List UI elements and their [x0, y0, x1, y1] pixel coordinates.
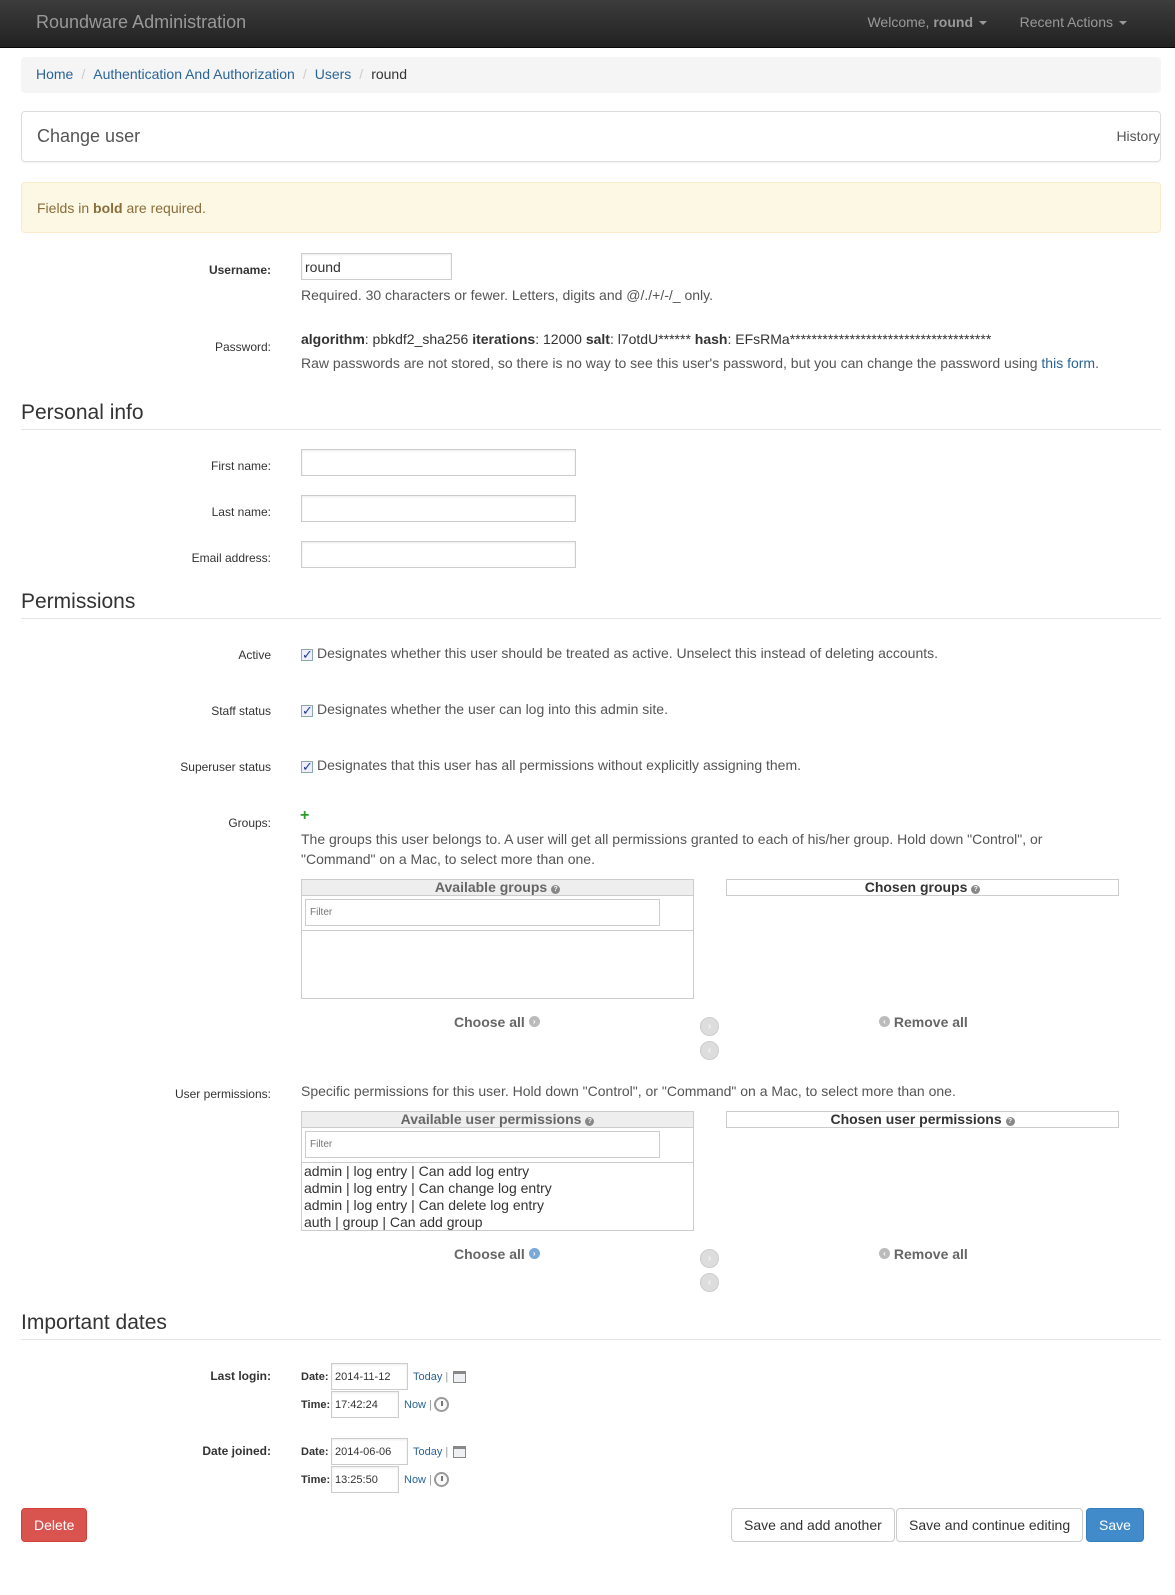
available-permissions-filter[interactable] — [305, 1131, 660, 1158]
available-permissions-box — [301, 1111, 694, 1230]
available-groups-list[interactable] — [301, 930, 694, 999]
groups-label: Groups: — [228, 816, 271, 830]
last-login-date-label: Date: — [301, 1371, 329, 1383]
permissions-remove-all[interactable]: ‹ Remove all — [879, 1246, 968, 1262]
list-item[interactable]: admin | log entry | Can change log entry — [304, 1180, 552, 1196]
save-continue-button[interactable]: Save and continue editing — [896, 1508, 1083, 1542]
help-icon[interactable]: ? — [1006, 1117, 1015, 1126]
last-login-today: Today | — [413, 1371, 449, 1383]
welcome-username: round — [933, 14, 973, 30]
date-joined-today: Today | — [413, 1446, 449, 1458]
history-link[interactable]: History — [1116, 128, 1160, 144]
important-dates-heading: Important dates — [21, 1311, 1161, 1340]
last-name-label: Last name: — [211, 505, 271, 519]
clock-icon[interactable] — [434, 1472, 449, 1487]
permissions-choose-all[interactable]: Choose all › — [454, 1246, 540, 1262]
delete-button[interactable]: Delete — [21, 1508, 87, 1542]
chosen-permissions-box — [726, 1111, 1119, 1231]
site-brand[interactable]: Roundware Administration — [36, 12, 247, 32]
required-fields-alert: Fields in bold are required. — [21, 182, 1161, 233]
email-input[interactable] — [301, 541, 576, 568]
chevron-down-icon — [1119, 21, 1127, 25]
clock-icon[interactable] — [434, 1397, 449, 1412]
today-link[interactable]: Today — [413, 1446, 443, 1458]
superuser-status-row — [301, 757, 801, 773]
breadcrumb-auth[interactable]: Authentication And Authorization — [93, 66, 295, 82]
calendar-icon[interactable] — [453, 1371, 466, 1383]
date-joined-date-label: Date: — [301, 1446, 329, 1458]
calendar-icon[interactable] — [453, 1446, 466, 1458]
available-groups-header: Available groups ? — [302, 880, 693, 896]
groups-add-button[interactable]: › — [700, 1017, 719, 1036]
superuser-status-checkbox[interactable]: ✓ — [302, 759, 313, 774]
chosen-groups-list[interactable] — [726, 896, 1119, 1000]
password-help: Raw passwords are not stored, so there is no way to see this user's password, but you can change the password using this form. — [301, 355, 1099, 371]
first-name-label: First name: — [210, 459, 271, 473]
groups-help-line1: The groups this user belongs to. A user will get all permissions granted to each of his/her group. Hold down "Control", or — [301, 831, 1043, 847]
breadcrumb-home[interactable]: Home — [36, 66, 74, 82]
password-label: Password: — [214, 340, 271, 354]
last-name-input[interactable] — [301, 495, 576, 522]
active-row — [301, 645, 938, 661]
email-label: Email address: — [191, 551, 271, 565]
chosen-permissions-list[interactable] — [726, 1128, 1119, 1232]
now-link[interactable]: Now — [404, 1474, 427, 1486]
last-login-now: Now | — [404, 1399, 432, 1411]
permissions-heading: Permissions — [21, 590, 1161, 619]
available-groups-filter[interactable] — [305, 899, 660, 926]
staff-status-row — [301, 701, 668, 717]
arrow-left-icon: ‹ — [879, 1248, 890, 1259]
staff-status-checkbox[interactable]: ✓ — [302, 703, 313, 718]
first-name-input[interactable] — [301, 449, 576, 476]
superuser-status-label: Superuser status — [180, 760, 271, 774]
arrow-right-icon: › — [529, 1248, 540, 1259]
date-joined-now: Now | — [404, 1474, 432, 1486]
permissions-add-button[interactable]: › — [700, 1249, 719, 1268]
help-icon[interactable]: ? — [971, 885, 980, 894]
top-navbar — [0, 0, 1175, 48]
last-login-time-input[interactable] — [331, 1391, 399, 1418]
last-login-label: Last login: — [210, 1369, 271, 1383]
permissions-remove-button[interactable]: ‹ — [700, 1273, 719, 1292]
date-joined-time-input[interactable] — [331, 1466, 399, 1493]
groups-remove-all[interactable]: ‹ Remove all — [879, 1014, 968, 1030]
breadcrumb: Home / Authentication And Authorization / Users / round — [21, 57, 1161, 93]
arrow-right-icon: › — [529, 1016, 540, 1027]
page-header-panel — [21, 111, 1161, 162]
personal-info-heading: Personal info — [21, 401, 1161, 430]
list-item[interactable]: auth | group | Can add group — [304, 1214, 483, 1230]
active-help: Designates whether this user should be treated as active. Unselect this instead of deleting accounts. — [317, 645, 939, 661]
staff-status-help: Designates whether the user can log into this admin site. — [317, 701, 668, 717]
breadcrumb-users[interactable]: Users — [314, 66, 352, 82]
available-permissions-list[interactable] — [301, 1162, 694, 1231]
recent-actions-menu[interactable] — [1020, 14, 1127, 30]
chosen-groups-box — [726, 879, 1119, 999]
user-permissions-help: Specific permissions for this user. Hold down "Control", or "Command" on a Mac, to select more than one. — [301, 1083, 956, 1099]
username-label: Username: — [208, 263, 271, 277]
superuser-status-help: Designates that this user has all permissions without explicitly assigning them. — [317, 757, 802, 773]
now-link[interactable]: Now — [404, 1399, 427, 1411]
add-group-plus-icon[interactable]: + — [300, 807, 310, 824]
help-icon[interactable]: ? — [551, 885, 560, 894]
chosen-groups-header: Chosen groups ? — [727, 880, 1118, 896]
save-button[interactable]: Save — [1086, 1508, 1144, 1542]
username-input[interactable] — [301, 253, 452, 280]
recent-actions-label: Recent Actions — [1019, 14, 1113, 30]
groups-remove-button[interactable]: ‹ — [700, 1041, 719, 1060]
active-checkbox[interactable]: ✓ — [302, 647, 313, 662]
chevron-down-icon — [979, 21, 987, 25]
today-link[interactable]: Today — [413, 1371, 443, 1383]
user-menu[interactable] — [867, 14, 987, 30]
list-item[interactable]: admin | log entry | Can add log entry — [304, 1163, 530, 1179]
groups-choose-all[interactable]: Choose all › — [454, 1014, 540, 1030]
page-title: Change user — [37, 126, 141, 146]
list-item[interactable]: admin | log entry | Can delete log entry — [304, 1197, 544, 1213]
arrow-left-icon: ‹ — [879, 1016, 890, 1027]
staff-status-label: Staff status — [211, 704, 271, 718]
date-joined-time-label: Time: — [301, 1474, 331, 1486]
save-add-another-button[interactable]: Save and add another — [731, 1508, 895, 1542]
change-password-link[interactable]: this form — [1041, 355, 1096, 371]
date-joined-date-input[interactable] — [331, 1438, 408, 1465]
date-joined-label: Date joined: — [202, 1444, 271, 1458]
active-label: Active — [238, 648, 271, 662]
available-groups-box — [301, 879, 694, 998]
username-help: Required. 30 characters or fewer. Letters, digits and @/./+/-/_ only. — [301, 287, 713, 303]
last-login-date-input[interactable] — [331, 1363, 408, 1390]
groups-help-line2: "Command" on a Mac, to select more than one. — [301, 851, 595, 867]
welcome-prefix: Welcome, — [867, 14, 934, 30]
password-hash-summary: algorithm: pbkdf2_sha256 iterations: 12000 salt: l7otdU****** hash: EFsRMa************************************* — [301, 331, 992, 347]
available-permissions-header: Available user permissions ? — [302, 1112, 693, 1128]
breadcrumb-current: round — [371, 66, 407, 82]
last-login-time-label: Time: — [301, 1399, 331, 1411]
help-icon[interactable]: ? — [585, 1117, 594, 1126]
user-permissions-label: User permissions: — [174, 1087, 271, 1101]
chosen-permissions-header: Chosen user permissions ? — [727, 1112, 1118, 1128]
